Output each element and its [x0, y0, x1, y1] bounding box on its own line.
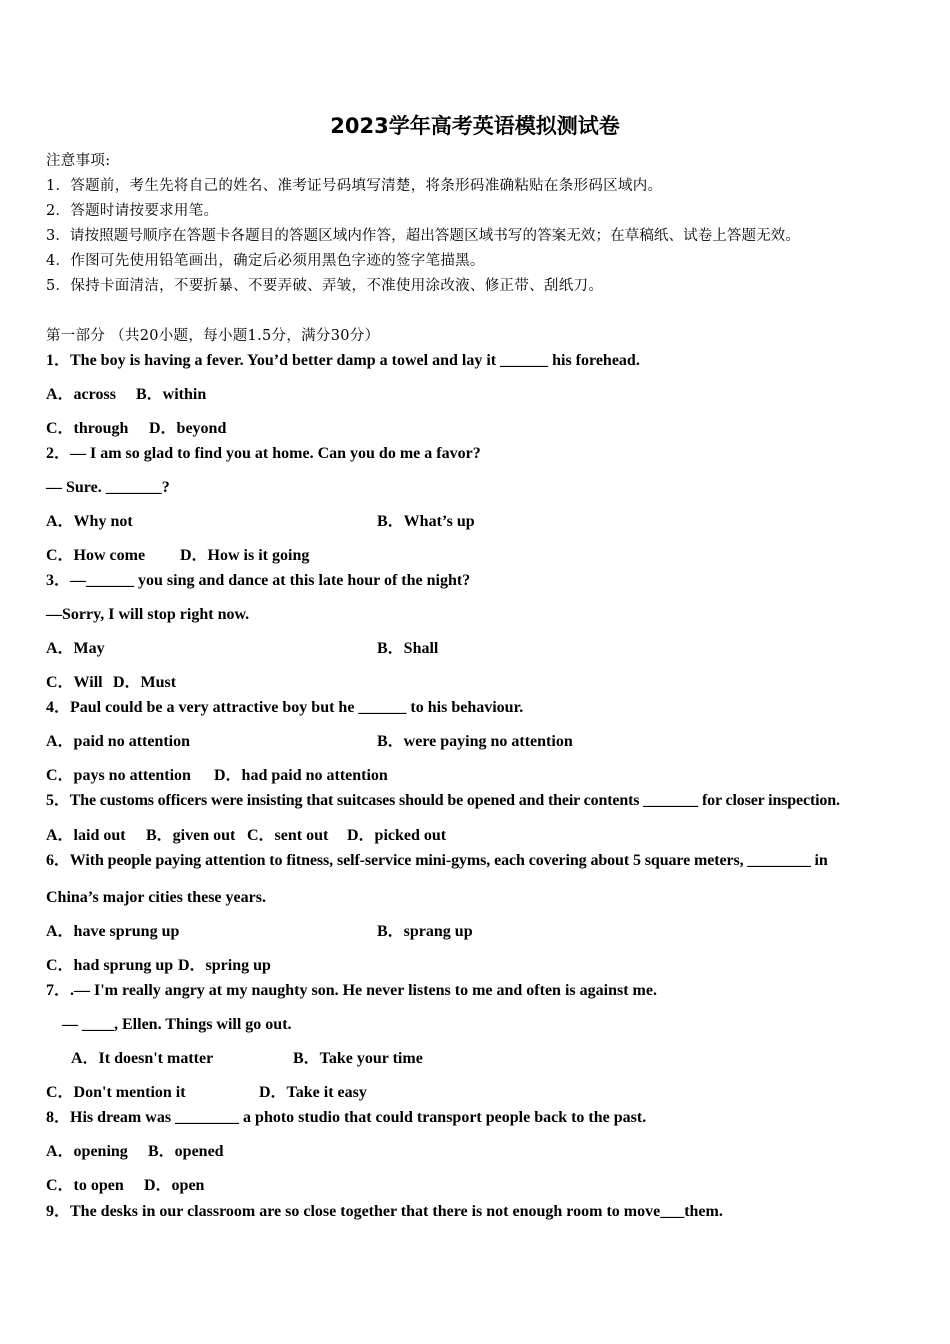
notice-item-1: 1．答题前，考生先将自己的姓名、准考证号码填写清楚，将条形码准确粘贴在条形码区域内。: [46, 178, 663, 194]
question-stem: 4．Paul could be a very attractive boy but he ______ to his behaviour.: [46, 699, 524, 716]
option-a: A．paid no attention: [46, 733, 191, 750]
question-stem-continued: — ____, Ellen. Things will go out.: [62, 1016, 292, 1033]
option-a: A．laid out: [46, 827, 126, 844]
option-c: C．sent out: [247, 827, 329, 844]
option-d: D．How is it going: [180, 547, 310, 564]
option-c: C．Will: [46, 674, 103, 691]
option-c: C．How come: [46, 547, 146, 564]
option-d: D．had paid no attention: [214, 767, 388, 784]
option-c: C．pays no attention: [46, 767, 191, 784]
option-d: D．Must: [113, 674, 177, 691]
option-d: D．beyond: [149, 420, 227, 437]
option-a: A．Why not: [46, 513, 133, 530]
option-a: A．opening: [46, 1143, 128, 1160]
option-c: C．through: [46, 420, 129, 437]
option-d: D．picked out: [347, 827, 447, 844]
question-stem: 1．The boy is having a fever. You’d better damp a towel and lay it ______ his forehead.: [46, 352, 640, 369]
question-stem: 9．The desks in our classroom are so close together that there is not enough room to move___them.: [46, 1203, 723, 1220]
option-c: C．had sprung up: [46, 957, 174, 974]
option-d: D．Take it easy: [259, 1084, 367, 1101]
question-stem-continued: — Sure. _______?: [46, 479, 170, 496]
option-b: B．within: [136, 386, 207, 403]
option-a: A．May: [46, 640, 105, 657]
option-b: B．sprang up: [377, 923, 473, 940]
question-stem-continued: China’s major cities these years.: [46, 889, 266, 906]
section-heading: 第一部分 （共20小题，每小题1.5分，满分30分）: [46, 328, 380, 344]
option-b: B．Take your time: [293, 1050, 423, 1067]
option-b: B．opened: [148, 1143, 224, 1160]
option-a: A．It doesn't matter: [71, 1050, 214, 1067]
option-d: D．spring up: [178, 957, 271, 974]
option-d: D．open: [144, 1177, 205, 1194]
option-b: B．Shall: [377, 640, 439, 657]
option-a: A．have sprung up: [46, 923, 180, 940]
option-a: A．across: [46, 386, 116, 403]
page-title: 2023学年高考英语模拟测试卷: [330, 114, 620, 138]
option-c: C．Don't mention it: [46, 1084, 186, 1101]
notice-heading: 注意事项:: [46, 153, 111, 169]
option-b: B．were paying no attention: [377, 733, 573, 750]
question-stem: 5．The customs officers were insisting that suitcases should be opened and their contents _______ for closer inspection.: [46, 792, 840, 809]
notice-item-5: 5．保持卡面清洁，不要折暴、不要弄破、弄皱，不准使用涂改液、修正带、刮纸刀。: [46, 278, 604, 294]
question-stem: 3．—______ you sing and dance at this late hour of the night?: [46, 572, 471, 589]
notice-item-4: 4．作图可先使用铅笔画出，确定后必须用黑色字迹的签字笔描黑。: [46, 253, 485, 269]
question-stem: 8．His dream was ________ a photo studio that could transport people back to the past.: [46, 1109, 647, 1126]
question-stem: 2．— I am so glad to find you at home. Can you do me a favor?: [46, 445, 481, 462]
question-stem-continued: —Sorry, I will stop right now.: [46, 606, 250, 623]
option-b: B．What’s up: [377, 513, 475, 530]
notice-item-3: 3．请按照题号顺序在答题卡各题目的答题区域内作答，超出答题区域书写的答案无效；在草稿纸、试卷上答题无效。: [46, 228, 800, 244]
notice-item-2: 2．答题时请按要求用笔。: [46, 203, 219, 219]
question-stem: 7．.— I'm really angry at my naughty son. He never listens to me and often is against me.: [46, 982, 657, 999]
question-stem: 6．With people paying attention to fitness, self-service mini-gyms, each covering about 5 square meters, ________ in: [46, 852, 828, 869]
option-c: C．to open: [46, 1177, 124, 1194]
option-b: B．given out: [146, 827, 236, 844]
